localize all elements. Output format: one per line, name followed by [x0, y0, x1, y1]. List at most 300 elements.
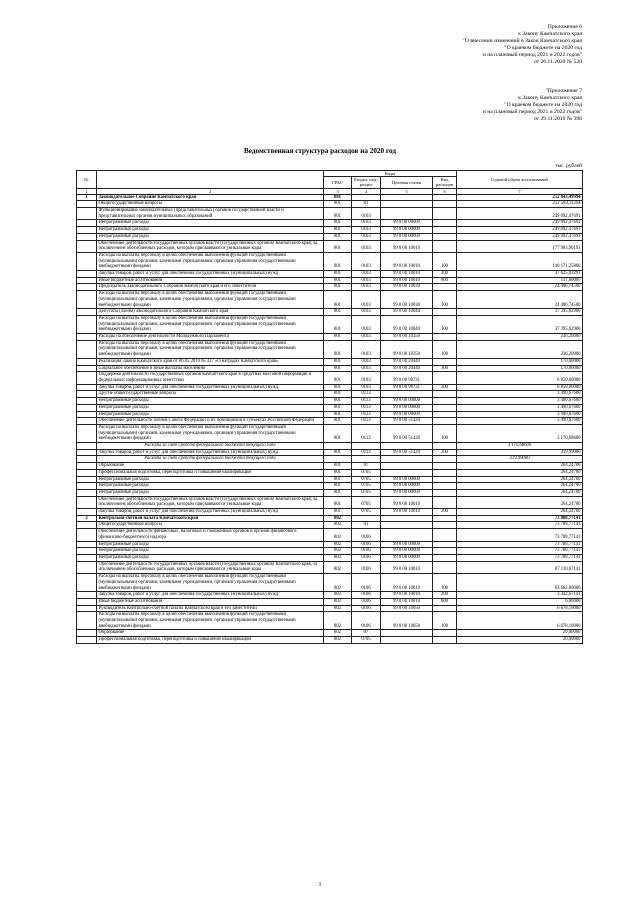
- row-num: [77, 284, 97, 291]
- table-row: [77, 605, 583, 612]
- row-name: Расходы на выплаты персоналу в целях обеспечения выполнения функций государственными (муниципальными) органами, казенными учреждениями, органами управления государственными внебюджетными фондами: [97, 340, 324, 358]
- row-csr: 99 0 00 00000: [381, 233, 433, 240]
- row-num: [77, 271, 97, 278]
- row-razdel: 01: [352, 522, 381, 529]
- row-name: Непрограммные расходы: [97, 398, 324, 405]
- row-grbs: 802: [324, 529, 352, 541]
- row-name: Расходы на выплаты персоналу в целях обеспечения выполнения функций государственными (муниципальными) органами, казенными учреждениями, органами управления государственными внебюджетными фондами: [97, 574, 324, 592]
- row-num: [77, 365, 97, 372]
- row-name: Образование: [97, 630, 324, 637]
- row-name: Депутаты (члены) Законодательного Собрания Камчатского края: [97, 309, 324, 316]
- row-csr: 99 0 00 98731: [381, 384, 433, 391]
- row-total: 73 788,77141: [457, 529, 583, 541]
- col-name-header: [97, 171, 324, 189]
- row-csr: 99 0 00 00000: [381, 548, 433, 555]
- row-grbs: 801: [324, 271, 352, 278]
- appendix-original-line: от 29.11.2019 № 396: [533, 115, 582, 122]
- row-total: 67 110,67141: [457, 561, 583, 573]
- row-name: Обеспечение деятельности государственных органов власти (государственных органов) Камчатского края, за исключением обособленных расходов, которым присваиваются уникальные коды: [97, 561, 324, 573]
- table-row: [77, 309, 583, 316]
- row-razdel: 0705: [352, 483, 381, 490]
- row-grbs: 802: [324, 598, 352, 605]
- row-csr: 99 0 00 98731: [381, 372, 433, 384]
- table-row: [77, 630, 583, 637]
- row-num: [77, 411, 97, 418]
- table-row: [77, 515, 583, 522]
- table-row: [77, 315, 583, 333]
- row-razdel: 0103: [352, 208, 381, 220]
- row-razdel: 0106: [352, 574, 381, 592]
- row-total: 6 850,00000: [457, 372, 583, 384]
- row-razdel: 0113: [352, 391, 381, 398]
- row-vr: [433, 418, 457, 425]
- row-grbs: 802: [324, 548, 352, 555]
- row-name: Расходы за счет средств федерального бюджета текущего года: [97, 443, 324, 450]
- row-vr: [433, 391, 457, 398]
- row-total: 73 788,77141: [457, 548, 583, 555]
- row-vr: [433, 561, 457, 573]
- row-razdel: 0106: [352, 561, 381, 573]
- table-row: [77, 334, 583, 341]
- row-csr: 99 0 00 00000: [381, 554, 433, 561]
- row-csr: 99 0 00 00000: [381, 483, 433, 490]
- row-csr: [381, 522, 433, 529]
- row-vr: 800: [433, 598, 457, 605]
- row-grbs: 801: [324, 208, 352, 220]
- row-total: 73 788,77141: [457, 541, 583, 548]
- row-num: [77, 358, 97, 365]
- row-grbs: 801: [324, 220, 352, 227]
- table-row: [77, 548, 583, 555]
- table-row: [77, 522, 583, 529]
- index-row: 1 2 3 4 5 6 7: [77, 188, 583, 194]
- row-total: 249 092,47691: [457, 220, 583, 227]
- row-grbs: 802: [324, 605, 352, 612]
- row-razdel: 0113: [352, 411, 381, 418]
- row-num: [77, 404, 97, 411]
- row-vr: 200: [433, 592, 457, 599]
- row-name: Председатель Законодательного Собрания Камчатского края и его заместители: [97, 284, 324, 291]
- table-row: [77, 358, 583, 365]
- row-razdel: 0103: [352, 358, 381, 365]
- table-row: [77, 483, 583, 490]
- row-razdel: 0106: [352, 605, 381, 612]
- row-grbs: 801: [324, 372, 352, 384]
- row-razdel: 0103: [352, 227, 381, 234]
- row-csr: 99 0 00 10010: [381, 271, 433, 278]
- row-vr: 100: [433, 574, 457, 592]
- appendix-current-line: "О краевом бюджете на 2020 год: [504, 44, 582, 51]
- row-total: 264,24700: [457, 489, 583, 496]
- table-row: [77, 277, 583, 284]
- row-vr: [433, 194, 457, 201]
- appendix-current-line: Приложение 6: [547, 24, 582, 30]
- row-num: [77, 252, 97, 270]
- row-grbs: 801: [324, 252, 352, 270]
- table-row: [77, 554, 583, 561]
- row-name: Непрограммные расходы: [97, 489, 324, 496]
- row-csr: 99 0 00 10040: [381, 315, 433, 333]
- row-num: [77, 227, 97, 234]
- row-csr: 99 0 00 51420: [381, 418, 433, 425]
- row-vr: [433, 398, 457, 405]
- row-csr: 99 0 00 10040: [381, 309, 433, 316]
- row-csr: 99 0 00 00000: [381, 541, 433, 548]
- row-name: Непрограммные расходы: [97, 220, 324, 227]
- row-csr: [381, 630, 433, 637]
- row-csr: 99 0 00 20440: [381, 358, 433, 365]
- table-row: [77, 496, 583, 508]
- row-grbs: 802: [324, 541, 352, 548]
- table-row: [77, 443, 583, 450]
- row-name: Функционирование законодательных (представительных) органов государственной власти и представительных органов муниципальных образований: [97, 208, 324, 220]
- row-vr: [433, 476, 457, 483]
- row-num: [77, 630, 97, 637]
- row-csr: 99 0 00 51420: [381, 449, 433, 456]
- row-razdel: 0103: [352, 277, 381, 284]
- row-razdel: 0103: [352, 309, 381, 316]
- row-razdel: 0103: [352, 334, 381, 341]
- row-num: 2: [77, 515, 97, 522]
- row-num: [77, 208, 97, 220]
- row-name: Руководитель Контрольно-счетной палаты Камчатского края и его заместители: [97, 605, 324, 612]
- appendix-current-line: и на плановый период 2021 и 2022 годов": [482, 51, 582, 58]
- row-vr: [433, 208, 457, 220]
- row-num: [77, 541, 97, 548]
- row-csr: 99 0 00 10010: [381, 277, 433, 284]
- row-vr: [433, 637, 457, 644]
- col-csr-header: Целевая статья: [381, 177, 433, 188]
- row-razdel: 0103: [352, 233, 381, 240]
- row-razdel: 0103: [352, 220, 381, 227]
- row-grbs: 801: [324, 291, 352, 309]
- row-name: Иные бюджетные ассигнования: [97, 277, 324, 284]
- row-num: [77, 598, 97, 605]
- row-grbs: 801: [324, 411, 352, 418]
- row-vr: 100: [433, 291, 457, 309]
- row-name: Расходы на обеспечение деятельности Молодежного Парламента: [97, 334, 324, 341]
- row-vr: [433, 443, 457, 450]
- row-total: 37 395,62900: [457, 309, 583, 316]
- row-vr: [433, 220, 457, 227]
- row-vr: 800: [433, 277, 457, 284]
- row-total: 252 843,49994: [457, 194, 583, 201]
- row-total: 3 490,67600: [457, 411, 583, 418]
- row-name: Профессиональная подготовка, переподготовка и повышение квалификации: [97, 637, 324, 644]
- row-vr: [433, 309, 457, 316]
- row-num: [77, 443, 97, 450]
- row-total: 3 490,67600: [457, 391, 583, 398]
- row-num: [77, 469, 97, 476]
- page-number: 1: [318, 882, 322, 888]
- row-grbs: 802: [324, 561, 352, 573]
- row-razdel: 0705: [352, 489, 381, 496]
- col-grbs-header: ГРБС: [324, 177, 352, 188]
- row-total: 73 788,77141: [457, 522, 583, 529]
- row-num: [77, 637, 97, 644]
- table-row: [77, 365, 583, 372]
- row-num: [77, 483, 97, 490]
- row-grbs: 801: [324, 201, 352, 208]
- appendix-original-line: и на плановый период 2021 и 2022 годов": [482, 108, 582, 115]
- table-row: [77, 637, 583, 644]
- row-name: Поддержка деятельности государственных органов Камчатского края в средствах массовой информации и федеральных информационных агентствах: [97, 372, 324, 384]
- table-row: [77, 469, 583, 476]
- row-name: Законодательное Собрание Камчатского края: [97, 194, 324, 201]
- table-row: [77, 449, 583, 456]
- row-csr: [381, 515, 433, 522]
- row-total: 249 092,47691: [457, 227, 583, 234]
- row-name: Обеспечение деятельности государственных органов власти (государственных органов) Камчатского края, за исключением обособленных расходов, которым присваиваются уникальные коды: [97, 496, 324, 508]
- row-razdel: [352, 443, 381, 450]
- table-row: [77, 220, 583, 227]
- row-num: [77, 334, 97, 341]
- row-num: [77, 612, 97, 630]
- row-vr: 200: [433, 271, 457, 278]
- row-grbs: 801: [324, 227, 352, 234]
- document-title: Ведомственная структура расходов на 2020 год: [243, 147, 397, 155]
- row-num: [77, 372, 97, 384]
- row-name: Общегосударственные вопросы: [97, 201, 324, 208]
- col-vr-header: Вид расходов: [433, 177, 457, 188]
- row-razdel: 0113: [352, 418, 381, 425]
- row-razdel: 0106: [352, 529, 381, 541]
- row-num: [77, 561, 97, 573]
- col-total-header: Годовой объем ассигнований: [457, 171, 583, 189]
- row-vr: 200: [433, 384, 457, 391]
- row-csr: 99 0 00 00000: [381, 220, 433, 227]
- row-razdel: 0103: [352, 271, 381, 278]
- row-total: 117,60000: [457, 277, 583, 284]
- table-row: [77, 291, 583, 309]
- row-total: 3 170,68600: [457, 424, 583, 442]
- row-grbs: 801: [324, 496, 352, 508]
- row-vr: [433, 489, 457, 496]
- row-razdel: 0103: [352, 372, 381, 384]
- table-row: [77, 598, 583, 605]
- row-total: 3 490,67600: [457, 398, 583, 405]
- row-csr: 99 0 00 00000: [381, 476, 433, 483]
- row-razdel: [352, 456, 381, 463]
- row-total: 170,00000: [457, 365, 583, 372]
- row-csr: 99 0 00 10030: [381, 291, 433, 309]
- row-num: [77, 574, 97, 592]
- row-grbs: 801: [324, 277, 352, 284]
- row-razdel: 07: [352, 463, 381, 470]
- row-grbs: 802: [324, 522, 352, 529]
- row-csr: [381, 456, 433, 463]
- row-razdel: 0103: [352, 252, 381, 270]
- col-num-header: №: [77, 171, 97, 189]
- row-csr: [381, 194, 433, 201]
- row-csr: 99 0 00 10030: [381, 284, 433, 291]
- codes-header: Коды: [324, 171, 457, 177]
- row-total: 6 678,10000: [457, 605, 583, 612]
- row-num: [77, 384, 97, 391]
- row-total: 20,00000: [457, 630, 583, 637]
- row-vr: [433, 554, 457, 561]
- row-razdel: 07: [352, 630, 381, 637]
- row-vr: 100: [433, 340, 457, 358]
- row-total: 177 983,90191: [457, 240, 583, 252]
- row-name: Непрограммные расходы: [97, 483, 324, 490]
- row-total: 170,00000: [457, 358, 583, 365]
- row-total: 24 486,74500: [457, 284, 583, 291]
- row-name: Обеспечение деятельности финансовых, налоговых и таможенных органов и органов финансового (финансово-бюджетного) надзора: [97, 529, 324, 541]
- row-vr: 300: [433, 365, 457, 372]
- row-csr: 99 0 00 00000: [381, 489, 433, 496]
- table-row: [77, 612, 583, 630]
- row-total: 264,24700: [457, 476, 583, 483]
- row-razdel: 0103: [352, 240, 381, 252]
- row-grbs: [324, 456, 352, 463]
- row-razdel: 0106: [352, 548, 381, 555]
- row-grbs: 801: [324, 340, 352, 358]
- row-total: 73 808,77141: [457, 515, 583, 522]
- row-name: Общегосударственные вопросы: [97, 522, 324, 529]
- row-razdel: 0705: [352, 509, 381, 516]
- table-row: [77, 529, 583, 541]
- row-name: Расходы на выплаты персоналу в целях обеспечения выполнения функций государственными (муниципальными) органами, казенными учреждениями, органами управления государственными внебюджетными фондами: [97, 612, 324, 630]
- row-grbs: 801: [324, 418, 352, 425]
- row-vr: [433, 372, 457, 384]
- table-row: [77, 340, 583, 358]
- row-name: Расходы на выплаты персоналу в целях обеспечения выполнения функций государственными (муниципальными) органами, казенными учреждениями, органами управления государственными внебюджетными фондами: [97, 252, 324, 270]
- row-name: Закупка товаров, работ и услуг для обеспечения государственных (муниципальных) нужд: [97, 449, 324, 456]
- row-total: 249 092,47691: [457, 208, 583, 220]
- row-vr: 200: [433, 509, 457, 516]
- row-total: 319,99000: [457, 449, 583, 456]
- row-razdel: 0103: [352, 284, 381, 291]
- row-grbs: 801: [324, 476, 352, 483]
- table-row: [77, 541, 583, 548]
- appendix-current-line: "О внесении изменений в Закон Камчатского края: [462, 37, 582, 44]
- row-num: [77, 554, 97, 561]
- row-razdel: 0113: [352, 398, 381, 405]
- row-total: 264,24700: [457, 509, 583, 516]
- row-total: 73 788,77141: [457, 554, 583, 561]
- row-grbs: 801: [324, 391, 352, 398]
- row-grbs: 801: [324, 489, 352, 496]
- row-vr: [433, 630, 457, 637]
- row-csr: 99 0 00 10010: [381, 598, 433, 605]
- table-row: [77, 233, 583, 240]
- row-vr: [433, 515, 457, 522]
- row-name: Расходы на выплаты персоналу в целях обеспечения выполнения функций государственными (муниципальными) органами, казенными учреждениями, органами управления государственными внебюджетными фондами: [97, 424, 324, 442]
- row-num: [77, 496, 97, 508]
- row-vr: [433, 284, 457, 291]
- row-razdel: 0705: [352, 637, 381, 644]
- row-num: [77, 240, 97, 252]
- row-csr: [381, 463, 433, 470]
- row-name: Социальное обеспечение и иные выплаты населению: [97, 365, 324, 372]
- row-total: 24 486,74500: [457, 291, 583, 309]
- row-csr: 99 0 00 00000: [381, 227, 433, 234]
- row-num: [77, 315, 97, 333]
- row-grbs: 801: [324, 240, 352, 252]
- row-vr: [433, 548, 457, 555]
- row-total: 264,24700: [457, 469, 583, 476]
- row-vr: [433, 463, 457, 470]
- row-name: Закупка товаров, работ и услуг для обеспечения государственных (муниципальных) нужд: [97, 509, 324, 516]
- appendix-current-line: от 26.11.2020 № 520: [533, 58, 582, 65]
- row-grbs: 801: [324, 483, 352, 490]
- row-vr: [433, 605, 457, 612]
- row-num: [77, 424, 97, 442]
- row-razdel: 0113: [352, 404, 381, 411]
- row-grbs: 801: [324, 384, 352, 391]
- row-grbs: 801: [324, 449, 352, 456]
- row-total: 249 092,47691: [457, 233, 583, 240]
- table-row: [77, 404, 583, 411]
- row-grbs: 801: [324, 315, 352, 333]
- row-razdel: 0106: [352, 612, 381, 630]
- row-grbs: 801: [324, 398, 352, 405]
- row-vr: 100: [433, 315, 457, 333]
- table-row: [77, 208, 583, 220]
- row-grbs: 802: [324, 515, 352, 522]
- table-row: [77, 489, 583, 496]
- row-grbs: 801: [324, 365, 352, 372]
- row-total: 3 170,68600: [457, 443, 583, 450]
- row-total: 63 662,00000: [457, 574, 583, 592]
- table-row: [77, 411, 583, 418]
- appendix-original-line: "О краевом бюджете на 2020 год: [504, 101, 582, 108]
- row-num: [77, 548, 97, 555]
- row-csr: 99 0 00 00000: [381, 411, 433, 418]
- row-vr: [433, 456, 457, 463]
- row-csr: 99 0 00 20440: [381, 365, 433, 372]
- row-total: 264,24700: [457, 496, 583, 508]
- row-csr: 99 0 00 10010: [381, 592, 433, 599]
- row-total: 3 490,67600: [457, 418, 583, 425]
- row-grbs: 802: [324, 574, 352, 592]
- row-csr: 99 0 00 10010: [381, 561, 433, 573]
- row-csr: 99 0 00 10010: [381, 252, 433, 270]
- row-name: Расходы на выплаты персоналу в целях обеспечения выполнения функций государственными (муниципальными) органами, казенными учреждениями, органами управления государственными внебюджетными фондами: [97, 315, 324, 333]
- table-row: [77, 509, 583, 516]
- unit-label: тыс. рублей: [555, 163, 582, 169]
- row-csr: 99 0 00 10350: [381, 340, 433, 358]
- row-razdel: [352, 515, 381, 522]
- row-vr: [433, 334, 457, 341]
- row-num: [77, 522, 97, 529]
- table-row: [77, 463, 583, 470]
- row-grbs: 802: [324, 637, 352, 644]
- row-total: 3 442,67141: [457, 592, 583, 599]
- row-csr: 99 0 00 51420: [381, 424, 433, 442]
- row-razdel: 0106: [352, 541, 381, 548]
- row-total: 3 490,67600: [457, 404, 583, 411]
- row-csr: 99 0 00 10010: [381, 574, 433, 592]
- row-csr: 99 0 00 00000: [381, 404, 433, 411]
- row-razdel: 0113: [352, 449, 381, 456]
- row-grbs: 801: [324, 463, 352, 470]
- row-grbs: 801: [324, 509, 352, 516]
- row-vr: [433, 522, 457, 529]
- row-name: Реализация Закона Камчатского края от 06.05.2019 № 327 «О наградах Камчатского края»: [97, 358, 324, 365]
- row-vr: [433, 529, 457, 541]
- row-csr: 99 0 00 10350: [381, 334, 433, 341]
- row-grbs: 801: [324, 194, 352, 201]
- row-total: 37 625,03291: [457, 271, 583, 278]
- table-row: [77, 456, 583, 463]
- row-name: Образование: [97, 463, 324, 470]
- row-num: [77, 340, 97, 358]
- row-grbs: [324, 443, 352, 450]
- row-num: [77, 605, 97, 612]
- row-total: 6 678,10000: [457, 612, 583, 630]
